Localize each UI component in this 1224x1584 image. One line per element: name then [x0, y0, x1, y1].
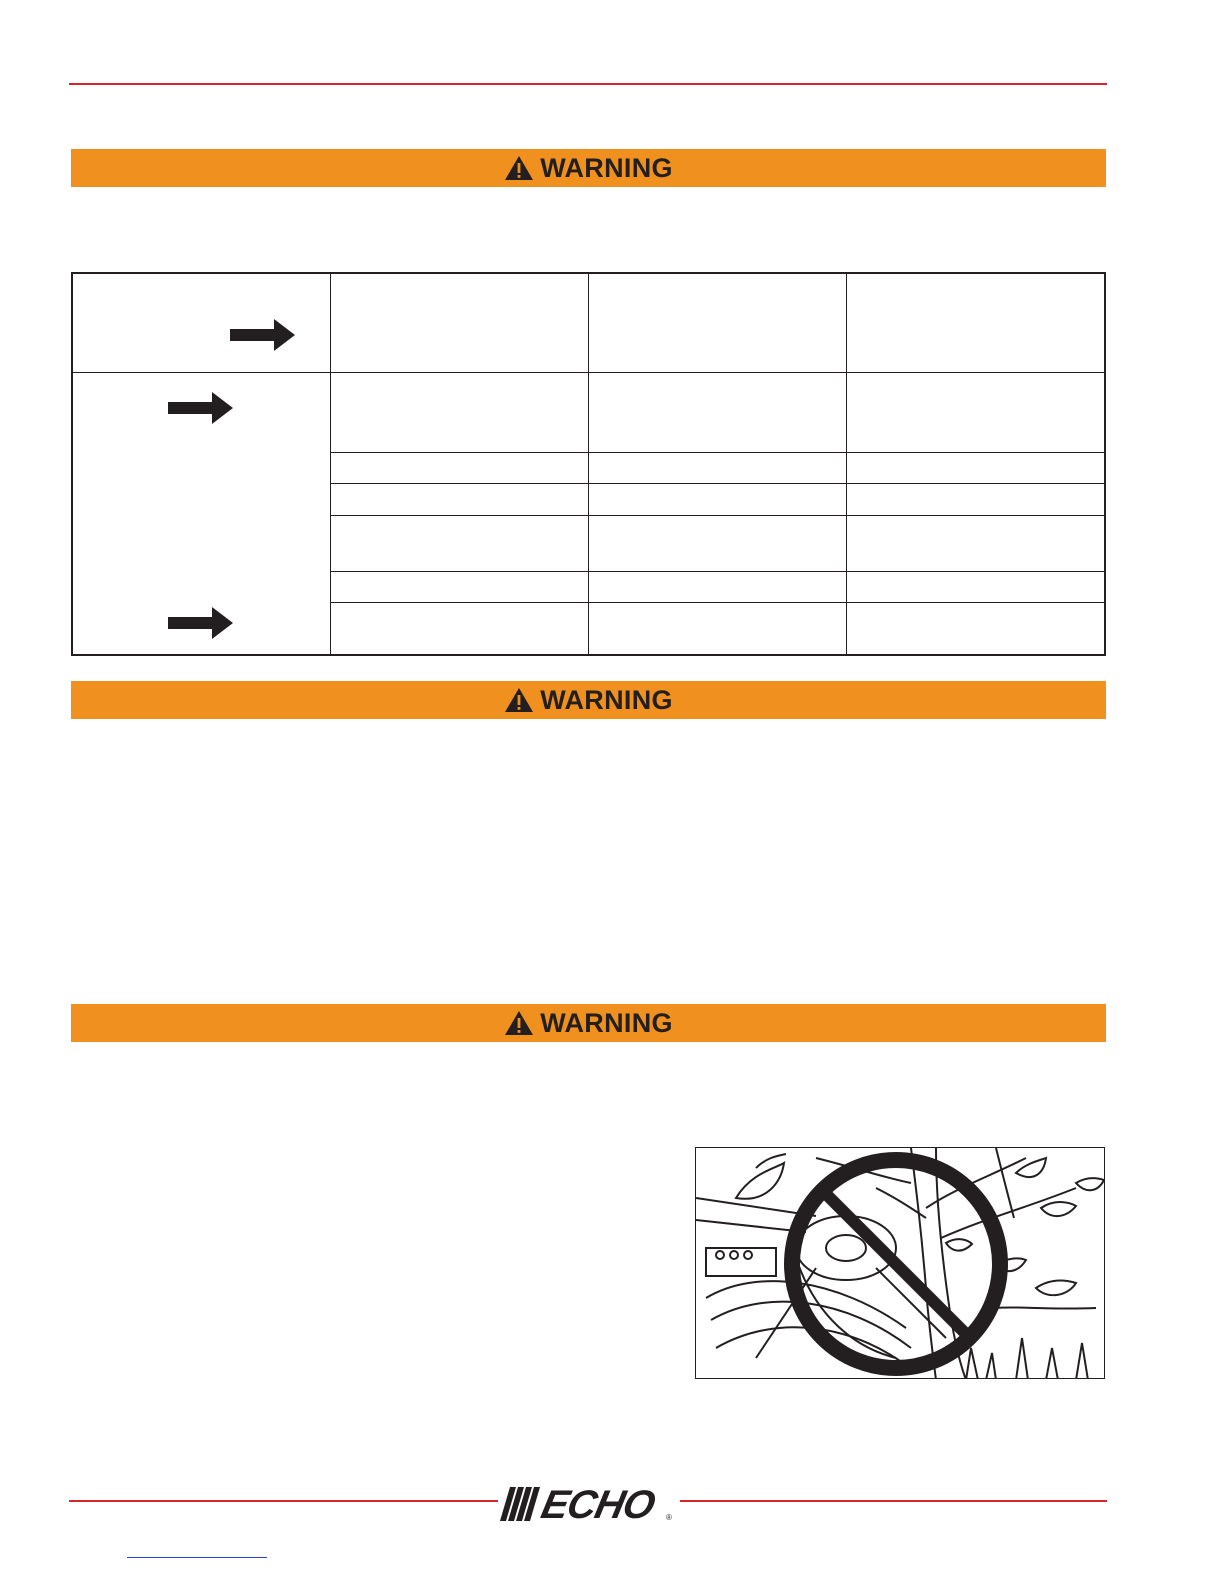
right-arrow-icon — [168, 391, 234, 425]
warning-label: WARNING — [540, 152, 673, 183]
table-row-divider — [330, 452, 1104, 453]
table-row-divider — [330, 571, 1104, 572]
table-column-divider — [330, 274, 331, 654]
warning-banner-3 — [71, 1004, 1106, 1042]
echo-logo — [498, 1481, 680, 1525]
table-row-divider — [73, 372, 1104, 373]
brand-name: ECHO — [537, 1483, 659, 1527]
specification-table — [71, 272, 1106, 656]
registered-mark: ® — [666, 1513, 672, 1522]
warning-triangle-icon — [504, 687, 534, 713]
warning-banner-1 — [71, 149, 1106, 187]
warning-label: WARNING — [540, 1007, 673, 1038]
table-column-divider — [846, 274, 847, 654]
warning-label: WARNING — [540, 684, 673, 715]
warning-triangle-icon — [504, 1010, 534, 1036]
prohibited-use-illustration — [695, 1147, 1105, 1379]
footer-link-underline[interactable] — [127, 1557, 267, 1558]
table-row-divider — [330, 515, 1104, 516]
right-arrow-icon — [168, 606, 234, 640]
table-row-divider — [330, 602, 1104, 603]
warning-triangle-icon — [504, 155, 534, 181]
table-column-divider — [588, 274, 589, 654]
footer-rule-left — [69, 1500, 503, 1502]
right-arrow-icon — [230, 318, 296, 352]
trimmer-illustration — [696, 1148, 1105, 1379]
footer-rule-right — [675, 1500, 1107, 1502]
table-row-divider — [330, 483, 1104, 484]
warning-banner-2 — [71, 681, 1106, 719]
header-rule — [69, 83, 1107, 85]
logo-stripes-icon — [498, 1483, 542, 1527]
